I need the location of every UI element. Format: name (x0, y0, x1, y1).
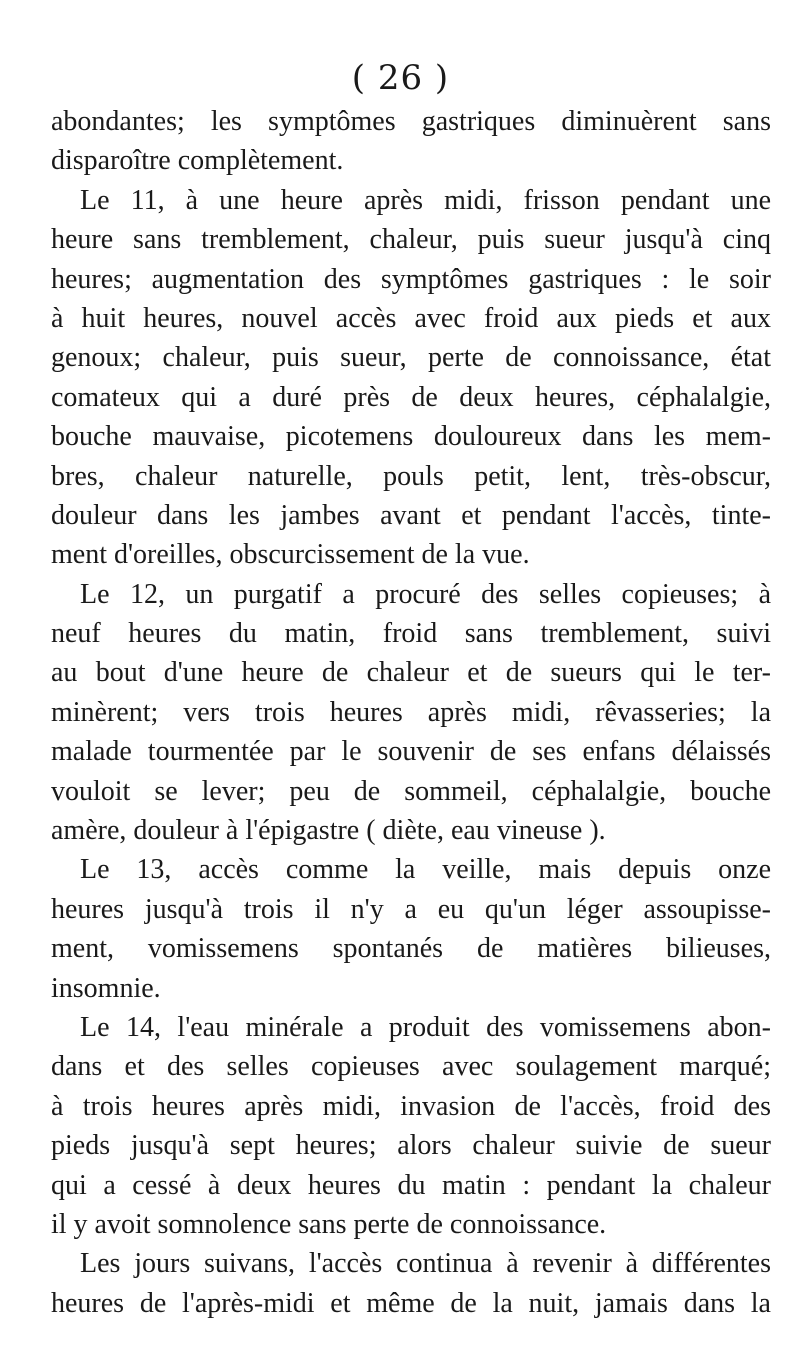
page-number-header: ( 26 ) (351, 58, 450, 98)
text-line: genoux; chaleur, puis sueur, perte de connoissance, état (51, 342, 771, 374)
text-line: ment, vomissemens spontanés de matières bilieuses, (51, 933, 771, 965)
text-line: à huit heures, nouvel accès avec froid aux pieds et aux (51, 302, 771, 334)
body-text (51, 102, 771, 1323)
text-line: douleur dans les jambes avant et pendant l'accès, tinte- (51, 499, 771, 531)
text-line: minèrent; vers trois heures après midi, rêvasseries; la (51, 696, 771, 728)
text-line: comateux qui a duré près de deux heures, céphalalgie, (51, 381, 771, 413)
text-line: pieds jusqu'à sept heures; alors chaleur suivie de sueur (51, 1130, 771, 1162)
text-line: disparoître complètement. (51, 145, 344, 177)
text-line: heures jusqu'à trois il n'y a eu qu'un léger assoupisse- (51, 893, 771, 925)
text-line: malade tourmentée par le souvenir de ses enfans délaissés (51, 736, 771, 768)
text-line: dans et des selles copieuses avec soulagement marqué; (51, 1051, 771, 1083)
text-line: Le 14, l'eau minérale a produit des vomissemens abon- (80, 1011, 771, 1043)
text-line: heures; augmentation des symptômes gastriques : le soir (51, 263, 771, 295)
text-line: bres, chaleur naturelle, pouls petit, lent, très-obscur, (51, 460, 771, 492)
text-line: Le 13, accès comme la veille, mais depuis onze (80, 854, 771, 886)
text-line: Le 11, à une heure après midi, frisson pendant une (80, 184, 771, 216)
text-line: neuf heures du matin, froid sans tremblement, suivi (51, 618, 771, 650)
text-line: ment d'oreilles, obscurcissement de la vue. (51, 539, 530, 571)
text-line: vouloit se lever; peu de sommeil, céphalalgie, bouche (51, 775, 771, 807)
text-line: Le 12, un purgatif a procuré des selles copieuses; à (80, 578, 771, 610)
text-line: bouche mauvaise, picotemens douloureux dans les mem- (51, 421, 771, 453)
text-line: il y avoit somnolence sans perte de connoissance. (51, 1208, 607, 1240)
text-line: insomnie. (51, 972, 161, 1004)
text-line: amère, douleur à l'épigastre ( diète, eau vineuse ). (51, 815, 606, 847)
text-line: à trois heures après midi, invasion de l'accès, froid des (51, 1090, 771, 1122)
text-line: qui a cessé à deux heures du matin : pendant la chaleur (51, 1169, 771, 1201)
text-line: abondantes; les symptômes gastriques diminuèrent sans (51, 106, 771, 137)
text-line: au bout d'une heure de chaleur et de sueurs qui le ter- (51, 657, 771, 689)
text-line: Les jours suivans, l'accès continua à revenir à différentes (80, 1248, 771, 1280)
text-line: heure sans tremblement, chaleur, puis sueur jusqu'à cinq (51, 224, 771, 256)
text-line: heures de l'après-midi et même de la nuit, jamais dans la (51, 1287, 771, 1319)
